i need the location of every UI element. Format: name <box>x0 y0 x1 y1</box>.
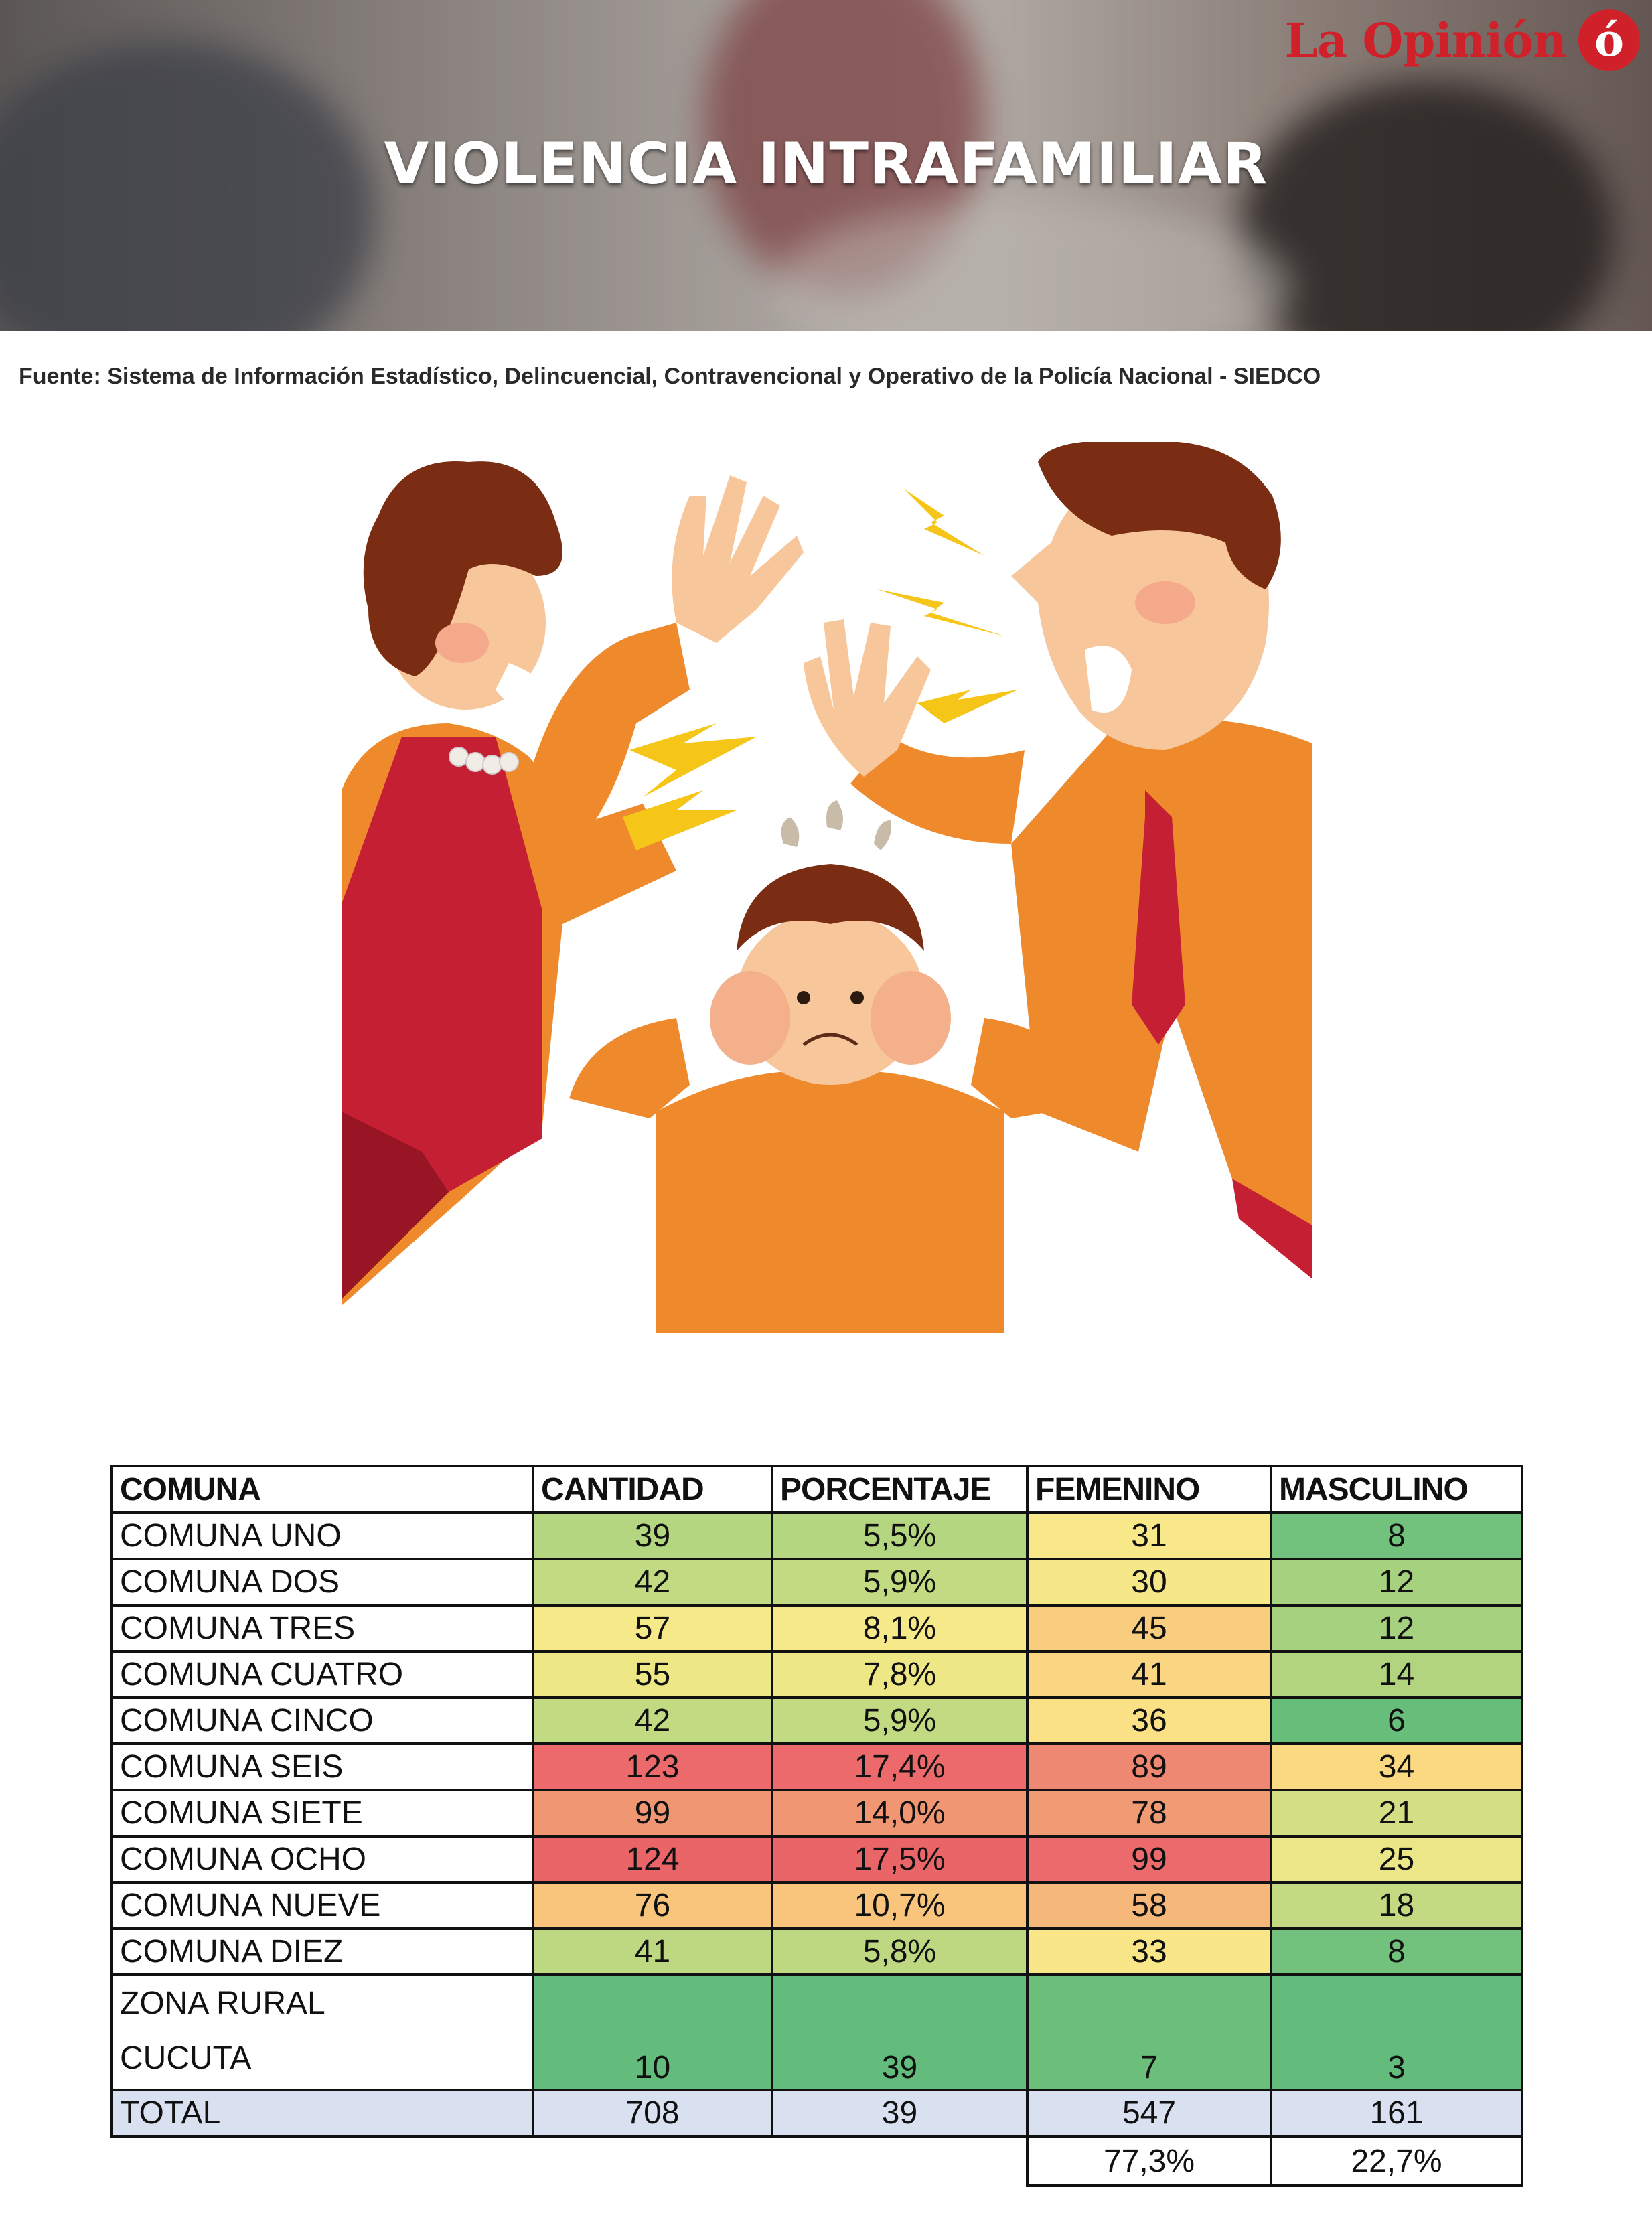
table-row <box>112 1882 1522 1929</box>
rural-name-line: ZONA RURAL <box>120 1986 325 2021</box>
table-row <box>112 1651 1522 1698</box>
femenino-percentage-cell: 77,3% <box>1027 2136 1271 2186</box>
porcentaje-cell: 5,5% <box>772 1513 1027 1559</box>
porcentaje-cell: 5,8% <box>772 1929 1027 1975</box>
masculino-total-cell: 161 <box>1271 2090 1522 2136</box>
femenino-cell: 78 <box>1027 1790 1271 1836</box>
comuna-name-cell <box>112 1975 533 2090</box>
empty-cell <box>533 2136 772 2186</box>
cantidad-cell: 10 <box>533 1975 772 2090</box>
column-header: CANTIDAD <box>533 1466 772 1513</box>
total-label-cell: TOTAL <box>112 2090 533 2136</box>
cantidad-cell: 42 <box>533 1698 772 1744</box>
empty-cell <box>112 2136 533 2186</box>
column-header: FEMENINO <box>1027 1466 1271 1513</box>
cantidad-cell: 124 <box>533 1836 772 1882</box>
table-row-gender-percentage <box>112 2136 1522 2186</box>
table-row <box>112 1559 1522 1605</box>
porcentaje-cell: 5,9% <box>772 1559 1027 1605</box>
cantidad-cell: 99 <box>533 1790 772 1836</box>
masculino-cell: 18 <box>1271 1882 1522 1929</box>
cantidad-cell: 42 <box>533 1559 772 1605</box>
comuna-violence-table <box>110 1465 1523 2187</box>
masculino-cell: 21 <box>1271 1790 1522 1836</box>
table-row-total <box>112 2090 1522 2136</box>
comuna-name-cell: COMUNA OCHO <box>112 1836 533 1882</box>
porcentaje-cell: 7,8% <box>772 1651 1027 1698</box>
cantidad-total-cell: 708 <box>533 2090 772 2136</box>
page-title: VIOLENCIA INTRAFAMILIAR <box>384 131 1268 198</box>
porcentaje-cell: 5,9% <box>772 1698 1027 1744</box>
column-header: COMUNA <box>112 1466 533 1513</box>
table-row <box>112 1513 1522 1559</box>
femenino-cell: 31 <box>1027 1513 1271 1559</box>
cantidad-cell: 76 <box>533 1882 772 1929</box>
table-row <box>112 1698 1522 1744</box>
source-note: Fuente: Sistema de Información Estadístico, Delincuencial, Contravencional y Operativo de la Policía Nacional - SIEDCO <box>19 364 1321 389</box>
masculino-cell: 25 <box>1271 1836 1522 1882</box>
femenino-cell: 7 <box>1027 1975 1271 2090</box>
header-banner <box>0 0 1652 331</box>
porcentaje-cell: 10,7% <box>772 1882 1027 1929</box>
cantidad-cell: 55 <box>533 1651 772 1698</box>
comuna-name-cell: COMUNA DOS <box>112 1559 533 1605</box>
masculino-cell: 3 <box>1271 1975 1522 2090</box>
femenino-cell: 99 <box>1027 1836 1271 1882</box>
porcentaje-cell: 17,5% <box>772 1836 1027 1882</box>
logo-badge-icon: ó <box>1578 9 1640 71</box>
porcentaje-total-cell: 39 <box>772 2090 1027 2136</box>
porcentaje-cell: 17,4% <box>772 1744 1027 1790</box>
masculino-percentage-cell: 22,7% <box>1271 2136 1522 2186</box>
logo-text: La Opinión <box>1284 12 1566 68</box>
comuna-name-cell: COMUNA DIEZ <box>112 1929 533 1975</box>
la-opinion-logo[interactable] <box>1284 7 1640 74</box>
masculino-cell: 14 <box>1271 1651 1522 1698</box>
masculino-cell: 8 <box>1271 1929 1522 1975</box>
masculino-cell: 12 <box>1271 1559 1522 1605</box>
rural-name-line: CUCUTA <box>120 2040 252 2076</box>
femenino-cell: 45 <box>1027 1605 1271 1651</box>
comuna-name-cell: COMUNA NUEVE <box>112 1882 533 1929</box>
cantidad-cell: 41 <box>533 1929 772 1975</box>
femenino-cell: 89 <box>1027 1744 1271 1790</box>
femenino-cell: 58 <box>1027 1882 1271 1929</box>
masculino-cell: 6 <box>1271 1698 1522 1744</box>
table-row <box>112 1929 1522 1975</box>
femenino-cell: 33 <box>1027 1929 1271 1975</box>
comuna-name-cell: COMUNA CINCO <box>112 1698 533 1744</box>
comuna-name-cell: COMUNA SEIS <box>112 1744 533 1790</box>
comuna-name-cell: COMUNA SIETE <box>112 1790 533 1836</box>
femenino-cell: 30 <box>1027 1559 1271 1605</box>
comuna-name-cell: COMUNA UNO <box>112 1513 533 1559</box>
table-row <box>112 1790 1522 1836</box>
cantidad-cell: 57 <box>533 1605 772 1651</box>
femenino-cell: 41 <box>1027 1651 1271 1698</box>
porcentaje-cell: 39 <box>772 1975 1027 2090</box>
table-row <box>112 1605 1522 1651</box>
cantidad-cell: 123 <box>533 1744 772 1790</box>
masculino-cell: 12 <box>1271 1605 1522 1651</box>
femenino-cell: 36 <box>1027 1698 1271 1744</box>
column-header: MASCULINO <box>1271 1466 1522 1513</box>
cantidad-cell: 39 <box>533 1513 772 1559</box>
porcentaje-cell: 8,1% <box>772 1605 1027 1651</box>
empty-cell <box>772 2136 1027 2186</box>
table-header-row <box>112 1466 1522 1513</box>
table-row-rural <box>112 1975 1522 2090</box>
masculino-cell: 34 <box>1271 1744 1522 1790</box>
table-row <box>112 1836 1522 1882</box>
porcentaje-cell: 14,0% <box>772 1790 1027 1836</box>
column-header: PORCENTAJE <box>772 1466 1027 1513</box>
femenino-total-cell: 547 <box>1027 2090 1271 2136</box>
family-violence-illustration <box>342 442 1312 1333</box>
comuna-name-cell: COMUNA CUATRO <box>112 1651 533 1698</box>
comuna-name-cell: COMUNA TRES <box>112 1605 533 1651</box>
table-row <box>112 1744 1522 1790</box>
masculino-cell: 8 <box>1271 1513 1522 1559</box>
